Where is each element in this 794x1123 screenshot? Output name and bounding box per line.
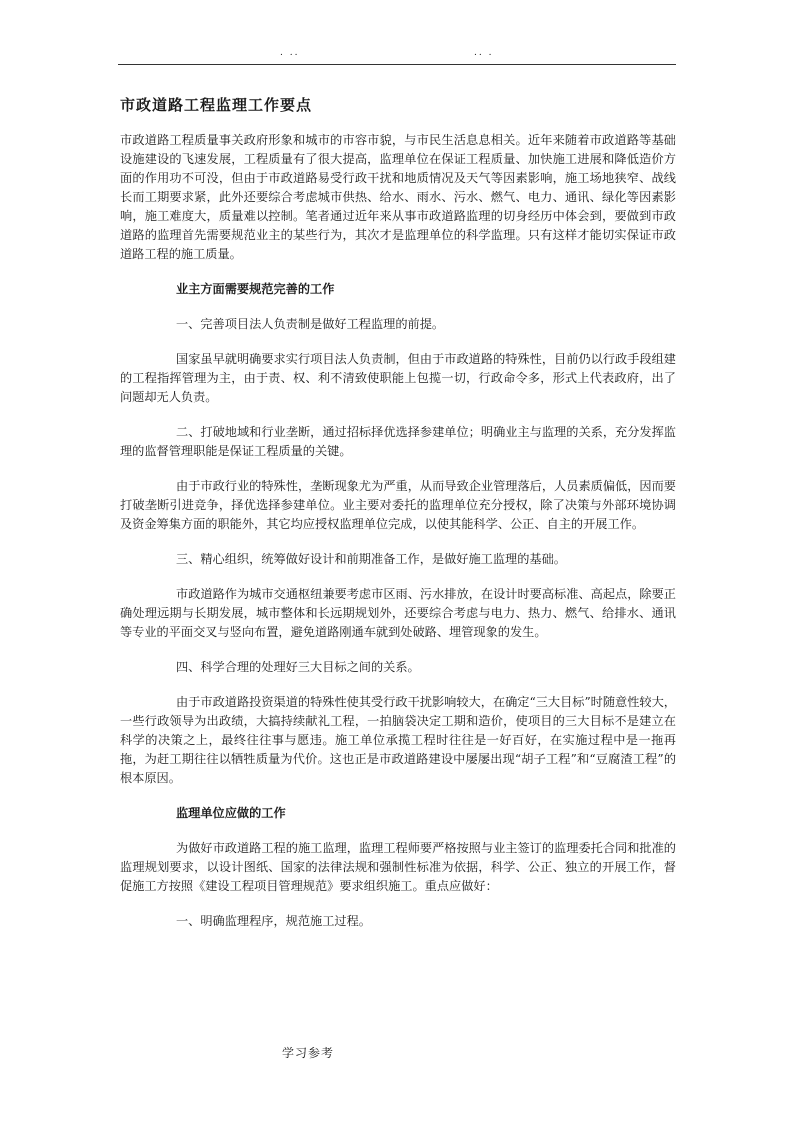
section1-paragraph-4: 由于市政道路投资渠道的特殊性使其受行政干扰影响较大，在确定“三大目标”时随意性较大，一些行政领导为出政绩，大搞持续献礼工程，一拍脑袋决定工期和造价，使项目的三大目标不是建立在科学的决策之上，最终往往事与愿违。施工单位承揽工程时往往是一好百好，在实施过程中是一拖再拖，为赶工期往往以牺牲质量为代价。这也正是市政道路建设中屡屡出现“胡子工程”和“豆腐渣工程”的根本原因。 xyxy=(120,695,676,785)
spacer xyxy=(120,407,676,423)
intro-paragraph: 市政道路工程质量事关政府形象和城市的市容市貌，与市民生活息息相关。近年来随着市政道路等基础设施建设的飞速发展，工程质量有了很大提高，监理单位在保证工程质量、加快施工进展和降低造价方面的作用功不可没，但由于市政道路易受行政干扰和地质情况及天气等因素影响，施工场地狭窄、战线长而工期要求紧，此外还要综合考虑城市供热、给水、雨水、污水、燃气、电力、通讯、绿化等因素影响，施工难度大，质量难以控制。笔者通过近年来从事市政道路监理的切身经历中体会到，要做到市政道路的监理首先需要规范业主的某些行为，其次才是监理单位的科学监理。只有这样才能切实保证市政道路工程的施工质量。 xyxy=(120,133,676,261)
spacer xyxy=(120,677,676,693)
document-body xyxy=(120,96,676,931)
page-header xyxy=(118,48,676,62)
spacer xyxy=(120,334,676,350)
section1-item-2: 二、打破地域和行业垄断，通过招标择优选择参建单位；明确业主与监理的关系，充分发挥监理的监督管理职能是保证工程质量的关键。 xyxy=(120,425,676,458)
spacer xyxy=(120,569,676,585)
section-heading-owner: 业主方面需要规范完善的工作 xyxy=(176,282,335,296)
section1-paragraph-1: 国家虽早就明确要求实行项目法人负责制，但由于市政道路的特殊性，目前仍以行政手段组建的工程指挥管理为主，由于责、权、利不清致使职能上包揽一切，行政命令多，形式上代表政府，出了问题却无人负责。 xyxy=(120,352,676,404)
section1-paragraph-2: 由于市政行业的特殊性，垄断现象尤为严重，从而导致企业管理落后，人员素质偏低，因而要打破垄断引进竞争，择优选择参建单位。业主要对委托的监理单位充分授权，除了决策与外部环境协调及资金筹集方面的职能外，其它均应授权监理单位完成，以使其能科学、公正、自主的开展工作。 xyxy=(120,479,676,531)
spacer xyxy=(120,788,676,804)
header-mark-left: . .. xyxy=(280,48,300,58)
header-mark-right: .. . xyxy=(474,48,494,58)
section1-item-3: 三、精心组织，统筹做好设计和前期准备工作，是做好施工监理的基础。 xyxy=(176,552,566,566)
section2-item-1: 一、明确监理程序，规范施工过程。 xyxy=(176,914,371,928)
document-title: 市政道路工程监理工作要点 xyxy=(120,96,313,114)
spacer xyxy=(120,461,676,477)
page-footer: 学习参考 xyxy=(282,1046,335,1060)
section-heading-supervisor: 监理单位应做的工作 xyxy=(176,806,286,820)
spacer xyxy=(120,642,676,658)
header-divider xyxy=(118,64,676,65)
section1-item-1: 一、完善项目法人负责制是做好工程监理的前提。 xyxy=(176,317,445,331)
section2-paragraph-1: 为做好市政道路工程的施工监理，监理工程师要严格按照与业主签订的监理委托合同和批准的监理规划要求，以设计图纸、国家的法律法规和强制性标准为依据，科学、公正、独立的开展工作，督促施工方按照《建设工程项目管理规范》要求组织施工。重点应做好： xyxy=(120,841,676,893)
section1-item-4: 四、科学合理的处理好三大目标之间的关系。 xyxy=(176,660,420,674)
spacer xyxy=(120,823,676,839)
spacer xyxy=(120,299,676,315)
spacer xyxy=(120,896,676,912)
spacer xyxy=(120,264,676,280)
section1-paragraph-3: 市政道路作为城市交通枢纽兼要考虑市区雨、污水排放，在设计时要高标准、高起点，除要正确处理远期与长期发展，城市整体和长远期规划外，还要综合考虑与电力、热力、燃气、给排水、通讯等专业的平面交叉与竖向布置，避免道路刚通车就到处破路、埋管现象的发生。 xyxy=(120,587,676,639)
spacer xyxy=(120,534,676,550)
